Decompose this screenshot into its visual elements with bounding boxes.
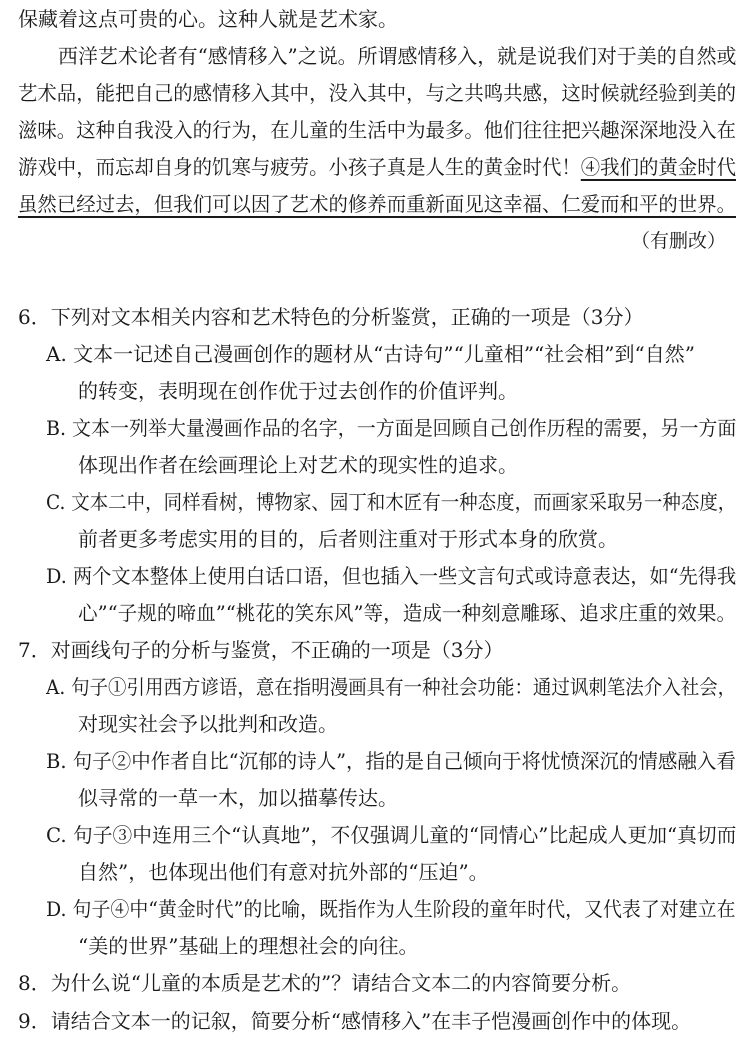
q6-option-c: C. 文本二中，同样看树，博物家、园丁和木匠有一种态度，而画家采取另一种态度， (46, 490, 737, 514)
q7-option-c: C. 句子③中连用三个“认真地”，不仅强调儿童的“同情心”比起成人更加“真切而 (46, 823, 737, 847)
underlined-sentence-4-start: ④我们的黄金时代 (580, 155, 737, 179)
q7-stem: 7．对画线句子的分析与鉴赏，不正确的一项是（3分） (18, 638, 504, 662)
q7-option-a-cont: 对现实社会予以批判和改造。 (78, 712, 338, 736)
q6-option-c-cont: 前者更多考虑实用的目的，后者则注重对于形式本身的欣赏。 (78, 527, 618, 551)
abridged-note: （有删改） (630, 230, 726, 252)
q6-option-a: A. 文本一记述自己漫画创作的题材从“古诗句”“儿童相”“社会相”到“自然” (46, 342, 695, 366)
q7-option-b-cont: 似寻常的一草一木，加以描摹传达。 (78, 786, 398, 810)
passage-line-4: 滋味。这种自我没入的行为，在儿童的生活中为最多。他们往往把兴趣深深地没入在 (18, 118, 737, 142)
q7-option-d: D. 句子④中“黄金时代”的比喻，既指作为人生阶段的童年时代，又代表了对建立在 (46, 897, 736, 921)
q9-stem: 9．请结合文本一的记叙，简要分析“感情移入”在丰子恺漫画创作中的体现。 (18, 1009, 692, 1033)
passage-line-3: 艺术品，能把自己的感情移入其中，没入其中，与之共鸣共感，这时候就经验到美的 (18, 81, 737, 105)
q6-option-d: D. 两个文本整体上使用白话口语，但也插入一些文言句式或诗意表达，如“先得我 (46, 564, 737, 588)
underlined-sentence-4-end: 虽然已经过去，但我们可以因了艺术的修养而重新面见这幸福、仁爱而和平的世界。 (18, 192, 737, 216)
q7-option-a: A. 句子①引用西方谚语，意在指明漫画具有一种社会功能：通过讽刺笔法介入社会， (46, 675, 737, 699)
passage-line-5-text: 游戏中，而忘却自身的饥寒与疲劳。小孩子真是人生的黄金时代！ (18, 155, 581, 179)
q7-option-d-cont: “美的世界”基础上的理想社会的向往。 (78, 934, 419, 958)
q6-option-d-cont: 心”“子规的啼血”“桃花的笑东风”等，造成一种刻意雕琢、追求庄重的效果。 (78, 601, 737, 625)
q7-option-b: B. 句子②中作者自比“沉郁的诗人”，指的是自己倾向于将忧愤深沉的情感融入看 (46, 749, 736, 773)
q8-stem: 8．为什么说“儿童的本质是艺术的”？请结合文本二的内容简要分析。 (18, 971, 632, 995)
passage-line-2: 西洋艺术论者有“感情移入”之说。所谓感情移入，就是说我们对于美的自然或 (58, 44, 737, 68)
q6-stem: 6．下列对文本相关内容和艺术特色的分析鉴赏，正确的一项是（3分） (18, 305, 644, 329)
q6-option-a-cont: 的转变，表明现在创作优于过去创作的价值评判。 (78, 379, 518, 403)
passage-line-5 (18, 154, 736, 180)
passage-line-1: 保藏着这点可贵的心。这种人就是艺术家。 (18, 7, 398, 31)
q6-option-b: B. 文本一列举大量漫画作品的名字，一方面是回顾自己创作历程的需要，另一方面 (46, 416, 737, 440)
q7-option-c-cont: 自然”，也体现出他们有意对抗外部的“压迫”。 (78, 860, 489, 884)
q6-option-b-cont: 体现出作者在绘画理论上对艺术的现实性的追求。 (78, 453, 518, 477)
